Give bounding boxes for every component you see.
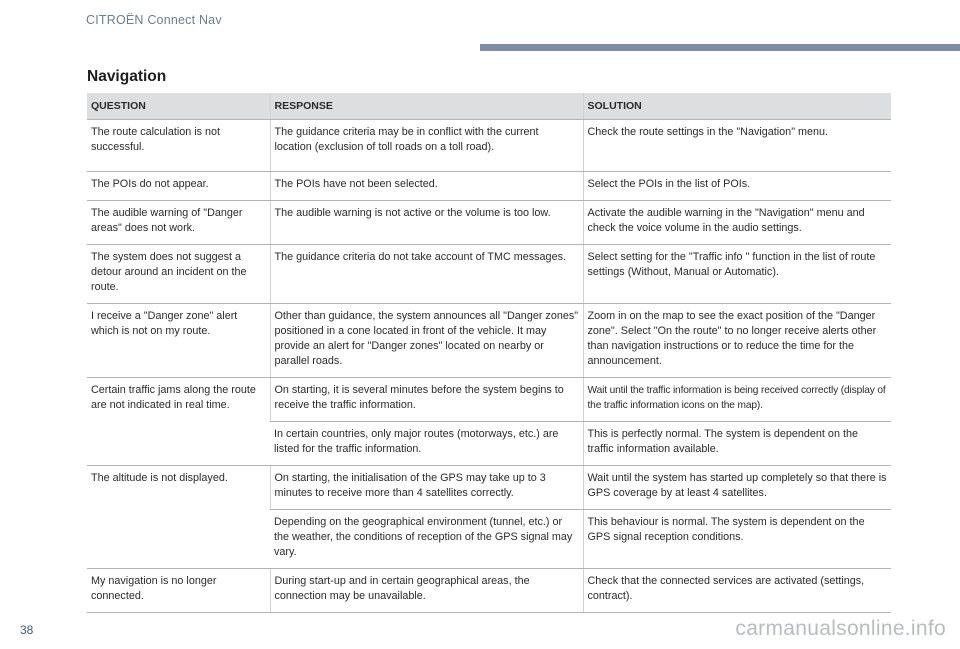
question-cell: Certain traffic jams along the route are not indicated in real time. xyxy=(87,378,270,466)
question-cell: The audible warning of "Danger areas" does not work. xyxy=(87,201,270,245)
table-row xyxy=(87,245,891,304)
question-cell: The POIs do not appear. xyxy=(87,172,270,201)
response-cell: On starting, it is several minutes before the system begins to receive the traffic information. xyxy=(270,378,583,422)
header-accent-bar xyxy=(480,44,960,51)
solution-cell: Wait until the traffic information is being received correctly (display of the traffic information icons on the map). xyxy=(583,378,891,422)
watermark: carmanualsonline.info xyxy=(735,617,946,640)
page-number: 38 xyxy=(20,623,34,637)
solution-cell: This behaviour is normal. The system is dependent on the GPS signal reception conditions. xyxy=(583,510,891,569)
table-row xyxy=(87,172,891,201)
table-row xyxy=(87,378,891,422)
table-row xyxy=(87,304,891,378)
response-cell: In certain countries, only major routes (motorways, etc.) are listed for the traffic information. xyxy=(270,422,583,466)
table-row xyxy=(87,201,891,245)
response-cell: On starting, the initialisation of the GPS may take up to 3 minutes to receive more than 4 satellites correctly. xyxy=(270,466,583,510)
table-row xyxy=(87,120,891,172)
solution-cell: Select the POIs in the list of POIs. xyxy=(583,172,891,201)
section-title: Navigation xyxy=(87,68,167,85)
response-cell: Depending on the geographical environment (tunnel, etc.) or the weather, the conditions of reception of the GPS signal may vary. xyxy=(270,510,583,569)
response-cell: During start-up and in certain geographical areas, the connection may be unavailable. xyxy=(270,569,583,613)
solution-cell: This is perfectly normal. The system is dependent on the traffic information available. xyxy=(583,422,891,466)
column-header-question: QUESTION xyxy=(87,93,270,120)
solution-cell: Wait until the system has started up completely so that there is GPS coverage by at least 4 satellites. xyxy=(583,466,891,510)
response-cell: The POIs have not been selected. xyxy=(270,172,583,201)
response-cell: The audible warning is not active or the volume is too low. xyxy=(270,201,583,245)
solution-cell: Activate the audible warning in the "Navigation" menu and check the voice volume in the audio settings. xyxy=(583,201,891,245)
solution-cell: Check that the connected services are activated (settings, contract). xyxy=(583,569,891,613)
document-header-title: CITROËN Connect Nav xyxy=(86,13,222,27)
question-cell: The system does not suggest a detour around an incident on the route. xyxy=(87,245,270,304)
column-header-solution: SOLUTION xyxy=(583,93,891,120)
question-cell: I receive a "Danger zone" alert which is not on my route. xyxy=(87,304,270,378)
response-cell: The guidance criteria do not take account of TMC messages. xyxy=(270,245,583,304)
question-cell: The altitude is not displayed. xyxy=(87,466,270,569)
response-cell: Other than guidance, the system announces all "Danger zones" positioned in a cone located in front of the vehicle. It may provide an alert for "Danger zones" located on nearby or parallel roads. xyxy=(270,304,583,378)
question-cell: The route calculation is not successful. xyxy=(87,120,270,172)
column-header-response: RESPONSE xyxy=(270,93,583,120)
response-cell: The guidance criteria may be in conflict with the current location (exclusion of toll roads on a toll road). xyxy=(270,120,583,172)
solution-cell: Select setting for the "Traffic info " function in the list of route settings (Without, Manual or Automatic). xyxy=(583,245,891,304)
faq-table xyxy=(87,93,891,613)
table-header-row xyxy=(87,93,891,120)
table-row xyxy=(87,569,891,613)
solution-cell: Check the route settings in the "Navigation" menu. xyxy=(583,120,891,172)
question-cell: My navigation is no longer connected. xyxy=(87,569,270,613)
solution-cell: Zoom in on the map to see the exact position of the "Danger zone". Select "On the route" to no longer receive alerts other than navigation instructions or to reduce the time for the announcement. xyxy=(583,304,891,378)
table-row xyxy=(87,466,891,510)
